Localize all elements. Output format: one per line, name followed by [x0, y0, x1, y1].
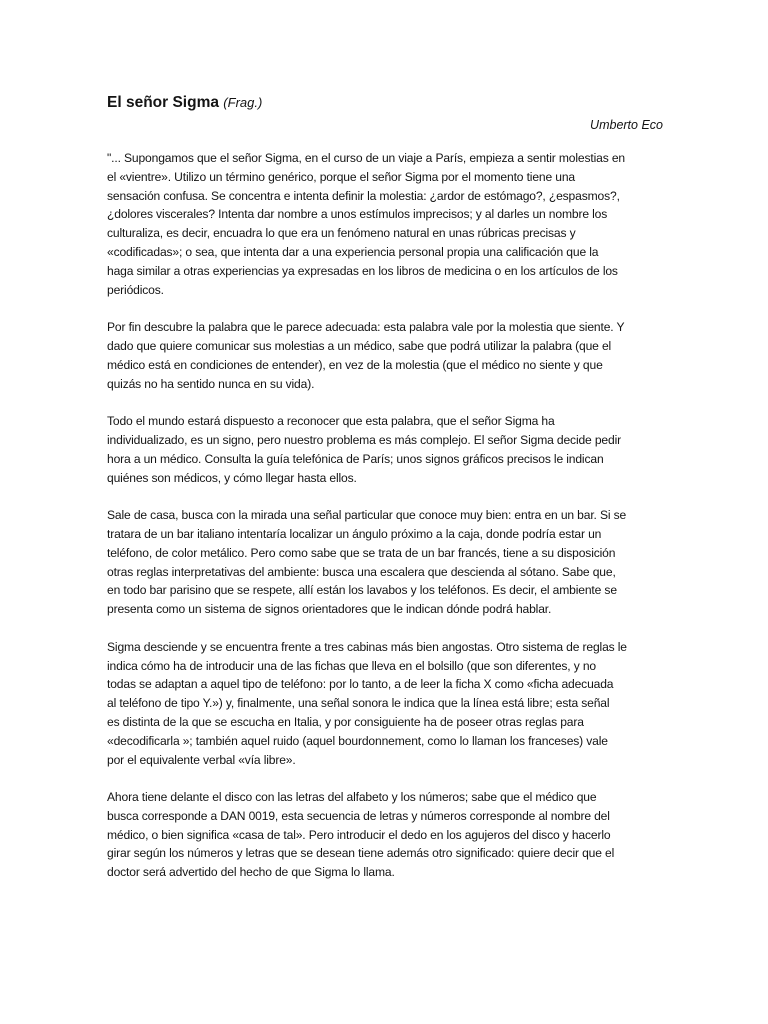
paragraph-line: "... Supongamos que el señor Sigma, en el curso de un viaje a París, empieza a sentir molestias en	[107, 151, 625, 165]
paragraph-line: culturaliza, es decir, encuadra lo que era un fenómeno natural en unas rúbricas precisas y	[107, 226, 576, 241]
paragraph-line: por el equivalente verbal «vía libre».	[107, 752, 296, 767]
paragraph	[107, 149, 663, 299]
paragraph-line: es distinta de la que se escucha en Italia, y por consiguiente ha de poseer otras reglas para	[107, 714, 584, 729]
paragraph-line: tratara de un bar italiano intentaría localizar un ángulo próximo a la caja, donde podría estar un	[107, 526, 602, 541]
paragraph-line: quizás no ha sentido nunca en su vida).	[107, 376, 315, 391]
paragraph-line: haga similar a otras experiencias ya expresadas en los libros de medicina o en los artículos de los	[107, 263, 618, 278]
paragraph-line: quiénes son médicos, y cómo llegar hasta ellos.	[107, 470, 357, 485]
paragraph-line: Todo el mundo estará dispuesto a reconocer que esta palabra, que el señor Sigma ha	[107, 414, 555, 429]
paragraph	[107, 318, 663, 393]
paragraph	[107, 412, 663, 487]
document-title-note: (Frag.)	[223, 95, 263, 110]
paragraph-line: busca corresponde a DAN 0019, esta secuencia de letras y números corresponde al nombre del	[107, 808, 610, 823]
paragraph-line: sensación confusa. Se concentra e intenta definir la molestia: ¿ardor de estómago?, ¿espasmos?,	[107, 188, 620, 203]
paragraph-line: individualizado, es un signo, pero nuestro problema es más complejo. El señor Sigma decide pedir	[107, 432, 621, 447]
paragraph-line: Por fin descubre la palabra que le parece adecuada: esta palabra vale por la molestia que siente. Y	[107, 320, 625, 335]
paragraph	[107, 506, 663, 619]
paragraph	[107, 788, 663, 882]
paragraph-line: al teléfono de tipo Y.») y, finalmente, una señal sonora le indica que la línea está libre; esta señal	[107, 696, 610, 711]
document-body	[107, 149, 663, 882]
paragraph-line: presenta como un sistema de signos orientadores que le indican dónde podrá hablar.	[107, 602, 552, 617]
paragraph-line: Ahora tiene delante el disco con las letras del alfabeto y los números; sabe que el médico que	[107, 790, 597, 805]
paragraph-line: hora a un médico. Consulta la guía telefónica de París; unos signos gráficos precisos le indican	[107, 451, 604, 466]
paragraph-line: Sigma desciende y se encuentra frente a tres cabinas más bien angostas. Otro sistema de reglas le	[107, 639, 627, 654]
document-title-line	[107, 92, 663, 114]
paragraph-line: doctor será advertido del hecho de que Sigma lo llama.	[107, 865, 395, 880]
document-page	[107, 92, 663, 901]
paragraph-line: «codificadas»; o sea, que intenta dar a una experiencia personal propia una calificación que la	[107, 244, 599, 259]
paragraph-line: periódicos.	[107, 282, 164, 297]
paragraph-line: todas se adaptan a aquel tipo de teléfono: por lo tanto, a de leer la ficha X como «ficha adecuada	[107, 677, 614, 692]
document-author: Umberto Eco	[590, 118, 663, 132]
paragraph-line: ¿dolores viscerales? Intenta dar nombre a unos estímulos imprecisos; y al darles un nombre los	[107, 207, 608, 222]
paragraph-line: el «vientre». Utilizo un término genérico, porque el señor Sigma por el momento tiene una	[107, 169, 575, 184]
paragraph-line: médico está en condiciones de entender), en vez de la molestia (que el médico no siente y que	[107, 357, 603, 372]
paragraph-line: médico, o bien significa «casa de tal». Pero introducir el dedo en los agujeros del disco y hacerlo	[107, 827, 611, 842]
paragraph-line: «decodificarla »; también aquel ruido (aquel bourdonnement, como lo llaman los franceses) vale	[107, 733, 608, 748]
paragraph-line: dado que quiere comunicar sus molestias a un médico, sabe que podrá utilizar la palabra (que el	[107, 338, 612, 353]
paragraph-line: en todo bar parisino que se respete, allí están los lavabos y los teléfonos. Es decir, el ambiente se	[107, 583, 617, 598]
paragraph-line: otras reglas interpretativas del ambiente: busca una escalera que descienda al sótano. Sabe que,	[107, 564, 616, 579]
paragraph-line: teléfono, de color metálico. Pero como sabe que se trata de un bar francés, tiene a su disposición	[107, 545, 616, 560]
paragraph-line: indica cómo ha de introducir una de las fichas que lleva en el bolsillo (que son diferentes, y no	[107, 658, 596, 673]
paragraph-line: girar según los números y letras que se desean tiene además otro significado: quiere decir que el	[107, 846, 615, 861]
paragraph	[107, 638, 663, 770]
paragraph-line: Sale de casa, busca con la mirada una señal particular que conoce muy bien: entra en un bar. Si se	[107, 508, 627, 523]
document-title: El señor Sigma	[107, 94, 219, 111]
